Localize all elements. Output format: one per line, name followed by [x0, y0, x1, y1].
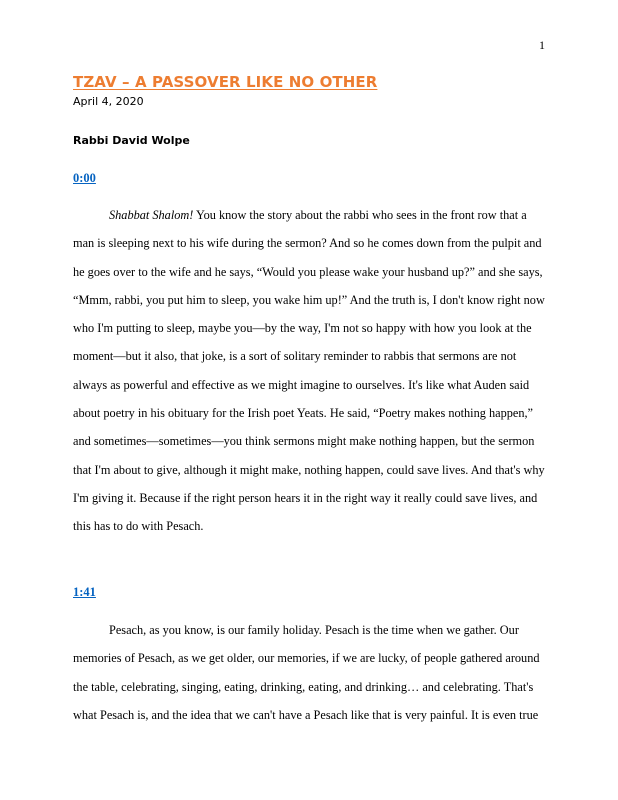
greeting-text: Shabbat Shalom!	[109, 208, 194, 222]
timestamp-link[interactable]: 0:00	[73, 171, 96, 185]
page-number: 1	[539, 38, 545, 52]
transcript-paragraph: Pesach, as you know, is our family holiday. Pesach is the time when we gather. Our memories of Pesach, as we get older, our memories, if we are lucky, of people gathered around the table, celebrating, singing, eating, drinking, eating, and drinking… and celebrating. That's what Pesach is, and the idea that we can't have a Pesach like that is very painful. It is even true	[73, 623, 540, 722]
document-title: TZAV – A PASSOVER LIKE NO OTHER	[73, 73, 378, 91]
author-name: Rabbi David Wolpe	[73, 134, 190, 147]
document-date: April 4, 2020	[73, 95, 144, 108]
paragraph-text: You know the story about the rabbi who sees in the front row that a man is sleeping next to his wife during the sermon? And so he comes down from the pulpit and he goes over to the wife and he says, “Would you please wake your husband up?” and she says, “Mmm, rabbi, you put him to sleep, you wake him up!” And the truth is, I don't know right now who I'm putting to sleep, maybe you—by the way, I'm not so happy with how you look at the moment—but it also, that joke, is a sort of solitary reminder to rabbis that sermons are not always as powerful and effective as we might imagine to ourselves. It's like what Auden said about poetry in his obituary for the Irish poet Yeats. He said, “Poetry makes nothing happen,” and sometimes—sometimes—you think sermons might make nothing happen, but the sermon that I'm about to give, although it might make, nothing happen, could save lives. And that's why I'm giving it. Because if the right person hears it in the right way it really could save lives, and this has to do with Pesach.	[73, 208, 545, 534]
timestamp-link[interactable]: 1:41	[73, 585, 96, 599]
transcript-paragraph	[73, 201, 546, 541]
